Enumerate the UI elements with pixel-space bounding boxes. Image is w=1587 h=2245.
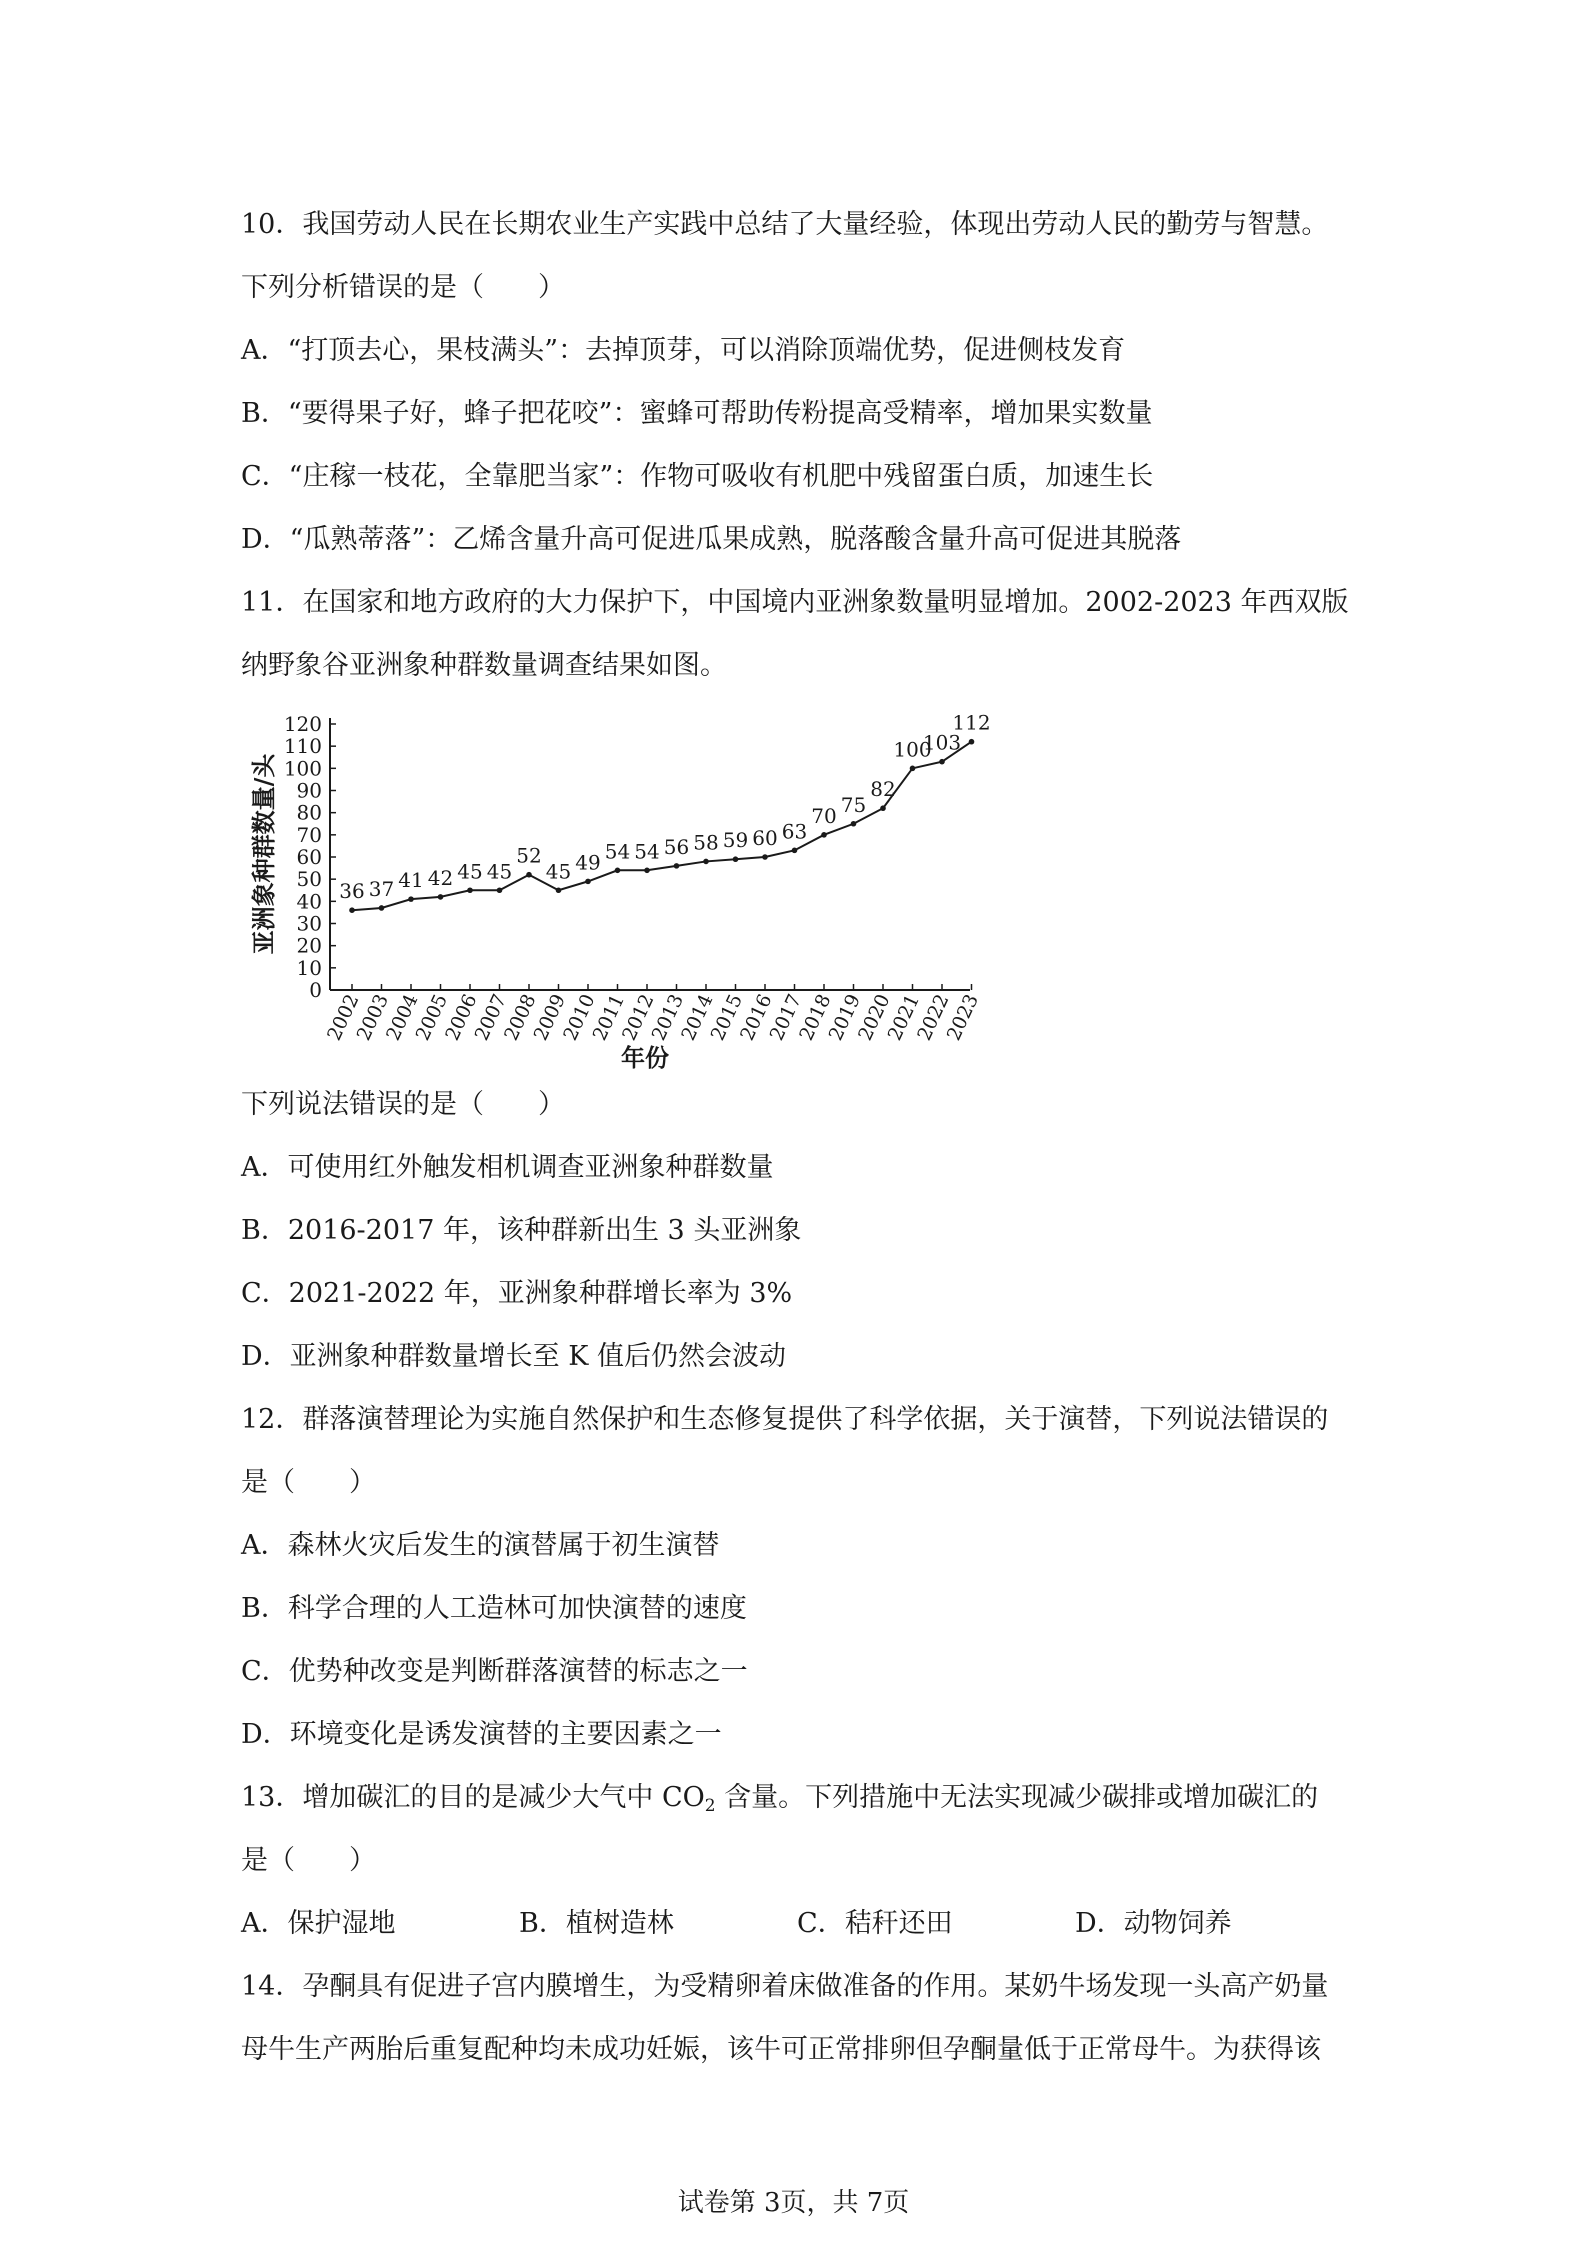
data-label: 54 [604, 839, 631, 864]
data-point [674, 863, 680, 869]
q13-option-c: C．秸秆还田 [797, 1908, 953, 1939]
y-tick-label: 60 [296, 845, 322, 869]
q10-option-c: C．“庄稼一枝花，全靠肥当家”：作物可吸收有机肥中残留蛋白质，加速生长 [241, 461, 1154, 492]
data-label: 60 [752, 826, 778, 850]
data-point [821, 832, 827, 838]
q13-stem-subscript: 2 [704, 1796, 716, 1816]
data-point [379, 905, 385, 911]
data-point [762, 854, 768, 860]
q10-option-d: D．“瓜熟蒂落”：乙烯含量升高可促进瓜果成熟，脱落酸含量升高可促进其脱落 [241, 524, 1182, 555]
data-label: 49 [575, 850, 601, 875]
q13-stem-post: 含量。下列措施中无法实现减少碳排或增加碳汇的 [715, 1782, 1319, 1813]
x-tick-label: 2006 [441, 990, 482, 1044]
x-tick-label: 2014 [677, 990, 718, 1044]
page-footer: 试卷第 3页，共 7页 [677, 2188, 910, 2218]
data-point [467, 887, 473, 893]
x-tick-label: 2018 [795, 990, 836, 1044]
data-labels [339, 711, 990, 903]
data-point [408, 896, 414, 902]
x-axis-label: 年份 [621, 1043, 669, 1072]
data-point [526, 872, 532, 878]
x-tick-label: 2017 [765, 990, 807, 1044]
q11-option-a: A．可使用红外触发相机调查亚洲象种群数量 [241, 1152, 774, 1183]
data-label: 82 [870, 777, 896, 802]
q13-stem-pre: 13．增加碳汇的目的是减少大气中 CO [241, 1782, 705, 1813]
q12-option-d: D．环境变化是诱发演替的主要因素之一 [241, 1719, 722, 1750]
q14-stem-line-2: 母牛生产两胎后重复配种均未成功妊娠，该牛可正常排卵但孕酮量低于正常母牛。为获得该 [241, 2034, 1321, 2065]
x-tick-label: 2010 [559, 990, 600, 1044]
x-tick-label: 2020 [854, 990, 895, 1044]
q12-stem-line-2: 是（ ） [241, 1467, 376, 1498]
data-label: 45 [545, 859, 572, 884]
data-point [733, 856, 739, 862]
q11-option-b: B．2016-2017 年，该种群新出生 3 头亚洲象 [241, 1215, 802, 1246]
data-label: 59 [722, 828, 749, 853]
data-point [703, 859, 709, 865]
y-tick-label: 0 [309, 978, 322, 1002]
q10-stem-line-2: 下列分析错误的是（ ） [241, 272, 565, 303]
y-tick-label: 20 [296, 933, 322, 958]
q10-option-b: B．“要得果子好，蜂子把花咬”：蜜蜂可帮助传粉提高受精率，增加果实数量 [241, 398, 1153, 429]
q12-option-c: C．优势种改变是判断群落演替的标志之一 [241, 1656, 748, 1687]
x-tick-label: 2012 [618, 990, 659, 1044]
x-tick-label: 2004 [382, 990, 423, 1044]
y-tick-label: 40 [296, 889, 322, 914]
data-label: 37 [368, 876, 395, 901]
y-tick-label: 110 [283, 734, 322, 759]
data-label: 56 [663, 834, 690, 859]
q11-question: 下列说法错误的是（ ） [241, 1089, 565, 1120]
q13-stem-line-1 [241, 1780, 1407, 1816]
y-ticks [284, 712, 336, 1002]
q13-option-b: B．植树造林 [519, 1908, 674, 1939]
data-point [556, 887, 562, 893]
y-tick-label: 30 [296, 911, 322, 936]
data-point [615, 868, 621, 874]
data-label: 103 [922, 730, 962, 755]
y-axis-label: 亚洲象种群数量/头 [249, 753, 278, 955]
data-point [644, 868, 650, 874]
data-point [939, 759, 945, 765]
q11-option-d: D．亚洲象种群数量增长至 K 值后仍然会波动 [241, 1341, 786, 1372]
y-tick-label: 90 [296, 778, 322, 803]
x-tick-label: 2003 [352, 990, 394, 1044]
data-label: 70 [811, 803, 837, 828]
x-tick-label: 2002 [323, 990, 364, 1044]
x-axis [323, 984, 983, 1044]
data-point [880, 805, 886, 811]
q12-option-b: B．科学合理的人工造林可加快演替的速度 [241, 1593, 747, 1624]
x-tick-label: 2021 [883, 990, 925, 1044]
y-tick-label: 70 [296, 822, 322, 847]
q12-option-a: A．森林火灾后发生的演替属于初生演替 [241, 1530, 720, 1561]
data-point [349, 907, 355, 913]
y-tick-label: 120 [283, 712, 322, 736]
data-label: 42 [427, 865, 454, 890]
data-point [497, 887, 503, 893]
data-point [438, 894, 444, 900]
y-tick-label: 10 [296, 955, 322, 980]
x-tick-label: 2022 [913, 990, 954, 1044]
x-tick-label: 2009 [529, 990, 571, 1044]
q10-option-a: A．“打顶去心，果枝满头”：去掉顶芽，可以消除顶端优势，促进侧枝发育 [241, 335, 1126, 366]
x-tick-label: 2007 [470, 990, 512, 1044]
q11-option-c: C．2021-2022 年，亚洲象种群增长率为 3% [241, 1278, 793, 1309]
x-tick-label: 2019 [824, 990, 866, 1044]
x-tick-label: 2005 [411, 990, 453, 1044]
q13-stem-line-2: 是（ ） [241, 1845, 376, 1876]
q12-stem-line-1: 12．群落演替理论为实施自然保护和生态修复提供了科学依据，关于演替，下列说法错误的 [241, 1404, 1329, 1435]
data-label: 100 [893, 737, 932, 762]
data-label: 41 [398, 868, 424, 893]
q13-option-d: D．动物饲养 [1075, 1908, 1232, 1939]
y-tick-label: 50 [296, 867, 322, 892]
data-label: 112 [952, 710, 991, 735]
data-point [910, 766, 916, 772]
data-label: 75 [840, 792, 867, 817]
data-label: 54 [634, 839, 660, 864]
q14-stem-line-1: 14．孕酮具有促进子宫内膜增生，为受精卵着床做准备的作用。某奶牛场发现一头高产奶量 [241, 1971, 1329, 2002]
q13-option-a: A．保护湿地 [241, 1908, 396, 1939]
data-point [792, 848, 798, 854]
x-tick-label: 2016 [736, 990, 777, 1044]
data-label: 58 [693, 830, 719, 855]
data-point [851, 821, 857, 827]
x-tick-label: 2015 [706, 990, 748, 1044]
x-tick-label: 2013 [647, 990, 689, 1044]
q11-stem-line-1: 11．在国家和地方政府的大力保护下，中国境内亚洲象数量明显增加。2002-2023 年西双版 [241, 587, 1349, 618]
x-tick-label: 2023 [942, 990, 984, 1044]
q10-stem-line-1: 10．我国劳动人民在长期农业生产实践中总结了大量经验，体现出劳动人民的勤劳与智慧。 [241, 209, 1329, 240]
q11-stem-line-2: 纳野象谷亚洲象种群数量调查结果如图。 [241, 650, 727, 681]
data-label: 45 [457, 859, 483, 884]
x-ticks [323, 984, 983, 1044]
x-tick-label: 2011 [588, 990, 630, 1044]
data-label: 36 [339, 879, 365, 904]
data-label: 52 [516, 843, 542, 868]
data-point [969, 739, 975, 745]
y-axis [284, 712, 336, 1002]
y-tick-label: 80 [296, 800, 322, 825]
data-label: 63 [781, 819, 808, 844]
y-tick-label: 100 [283, 756, 322, 781]
elephant-population-chart [240, 700, 1000, 1075]
data-label: 45 [486, 859, 513, 884]
x-tick-label: 2008 [500, 990, 541, 1044]
data-point [585, 879, 591, 885]
